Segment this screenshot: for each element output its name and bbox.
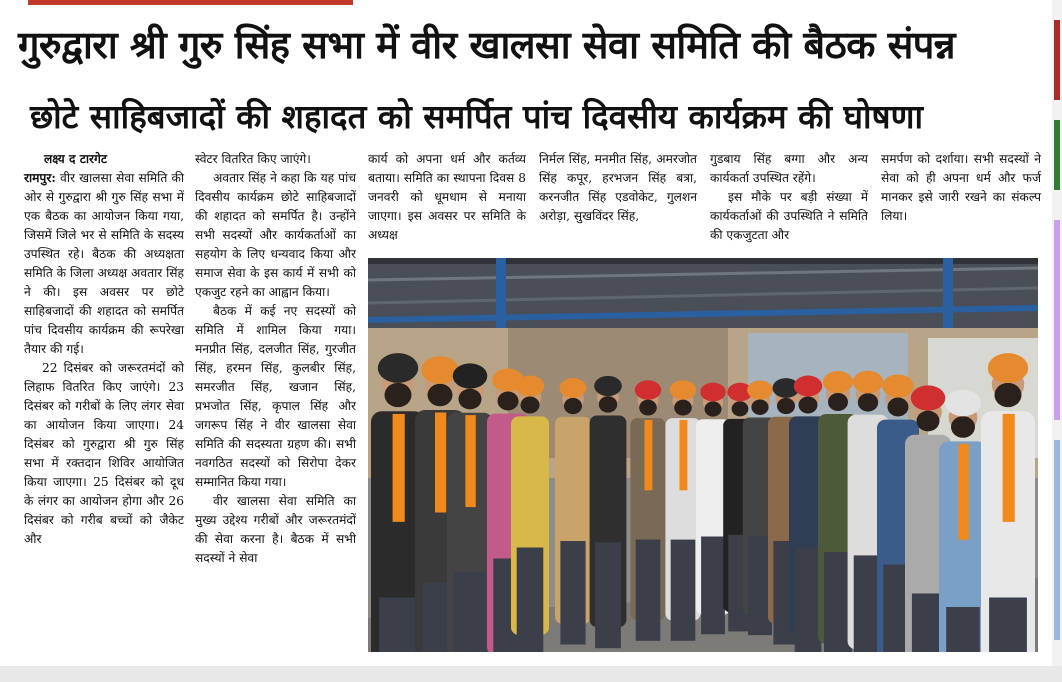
edge-block	[1054, 120, 1060, 190]
subheadline: छोटे साहिबजादों की शहादत को समर्पित पांच दिवसीय कार्यक्रम की घोषणा	[30, 97, 924, 136]
adjacent-page-edge	[1052, 0, 1062, 682]
article-column-2	[195, 150, 356, 568]
top-strip	[0, 0, 1062, 6]
person	[555, 378, 591, 644]
person	[590, 376, 627, 648]
paragraph: कार्य को अपना धर्म और कर्तव्य बताया। समिति का स्थापना दिवस 8 जनवरी को धूमधाम से मनाया जाएगा। इस अवसर पर समिति के अध्यक्ष	[368, 152, 526, 242]
person	[665, 380, 700, 640]
previous-article-bar	[28, 0, 353, 5]
bottom-bar	[0, 666, 1062, 682]
paragraph: स्वेटर वितरित किए जाएंगे।	[195, 152, 311, 166]
article-column-1	[24, 150, 184, 549]
paragraph: गुडबाय सिंह बग्गा और अन्य कार्यकर्ता उपस्थित रहेंगे।	[710, 152, 868, 185]
paragraph: 22 दिसंबर को जरूरतमंदों को लिहाफ वितरित किए जाएंगे। 23 दिसंबर को गरीबों के लिए लंगर सेवा का आयोजन किया जाएगा। 24 दिसंबर को गुरुद्वारा श्री गुरु सिंह सभा में रक्तदान शिविर आयोजित किया जाएगा। 25 दिसंबर को दूध के लंगर का आयोजन होगा और 26 दिसंबर को गरीब बच्चों को जैकेट और	[24, 361, 184, 546]
paragraph: वीर खालसा सेवा समिति का मुख्य उद्देश्य गरीबों और जरूरतमंदों की सेवा करना है। बैठक में सभी सदस्यों ने सेवा	[195, 494, 356, 565]
headline: गुरुद्वारा श्री गुरु सिंह सभा में वीर खालसा सेवा समिति की बैठक संपन्न	[18, 23, 956, 67]
paragraph: बैठक में कई नए सदस्यों को समिति में शामिल किया गया। मनप्रीत सिंह, दलजीत सिंह, गुरजीत सिंह, हरमन सिंह, कुलबीर सिंह, समरजीत सिंह, खजान सिंह, प्रभजोत सिंह, कृपाल सिंह और जगरूप सिंह ने वीर खालसा सेवा समिति की सदस्यता ग्रहण की। सभी नवगठित सदस्यों को सिरोपा देकर सम्मानित किया गया।	[195, 304, 356, 489]
person	[511, 376, 549, 652]
group-photo	[368, 258, 1038, 652]
paragraph: अवतार सिंह ने कहा कि यह पांच दिवसीय कार्यक्रम छोटे साहिबजादों की शहादत को समर्पित है। उन्होंने सभी सदस्यों और कार्यकर्ताओं का सहयोग के लिए धन्यवाद किया और समाज सेवा के इस कार्य में सभी को एकजुट रहने का आह्वान किया।	[195, 171, 356, 299]
edge-block	[1054, 220, 1060, 420]
article-column-6	[881, 150, 1041, 226]
person	[630, 380, 665, 640]
paragraph: समर्पण को दर्शाया। सभी सदस्यों ने सेवा को ही अपना धर्म और फर्ज मानकर इसे जारी रखने का संकल्प लिया।	[881, 152, 1041, 223]
group-photo-illustration	[368, 258, 1038, 652]
edge-block	[1054, 20, 1060, 100]
edge-block	[1054, 440, 1060, 640]
paragraph: निर्मल सिंह, मनमीत सिंह, अमरजोत सिंह कपूर, हरभजन सिंह बत्रा, करनजीत सिंह एडवोकेट, गुलशन अरोड़ा, सुखविंदर सिंह,	[539, 152, 697, 223]
article-column-3	[368, 150, 526, 245]
article-column-4	[539, 150, 697, 226]
article-column-5	[710, 150, 868, 245]
byline: लक्ष्य द टारगेट	[44, 152, 108, 166]
dateline: रामपुर:	[24, 171, 56, 185]
paragraph: इस मौके पर बड़ी संख्या में कार्यकर्ताओं की उपस्थिति ने समिति की एकजुटता और	[710, 190, 868, 242]
paragraph: वीर खालसा सेवा समिति की ओर से गुरुद्वारा श्री गुरु सिंह सभा में एक बैठक का आयोजन किया गया, जिसमें जिले भर से समिति के सदस्य उपस्थित रहे। बैठक की अध्यक्षता समिति के जिला अध्यक्ष अवतार सिंह ने की। इस अवसर पर छोटे साहिबजादों की शहादत को समर्पित पांच दिवसीय कार्यक्रम की रूपरेखा तैयार की गई।	[24, 171, 184, 356]
